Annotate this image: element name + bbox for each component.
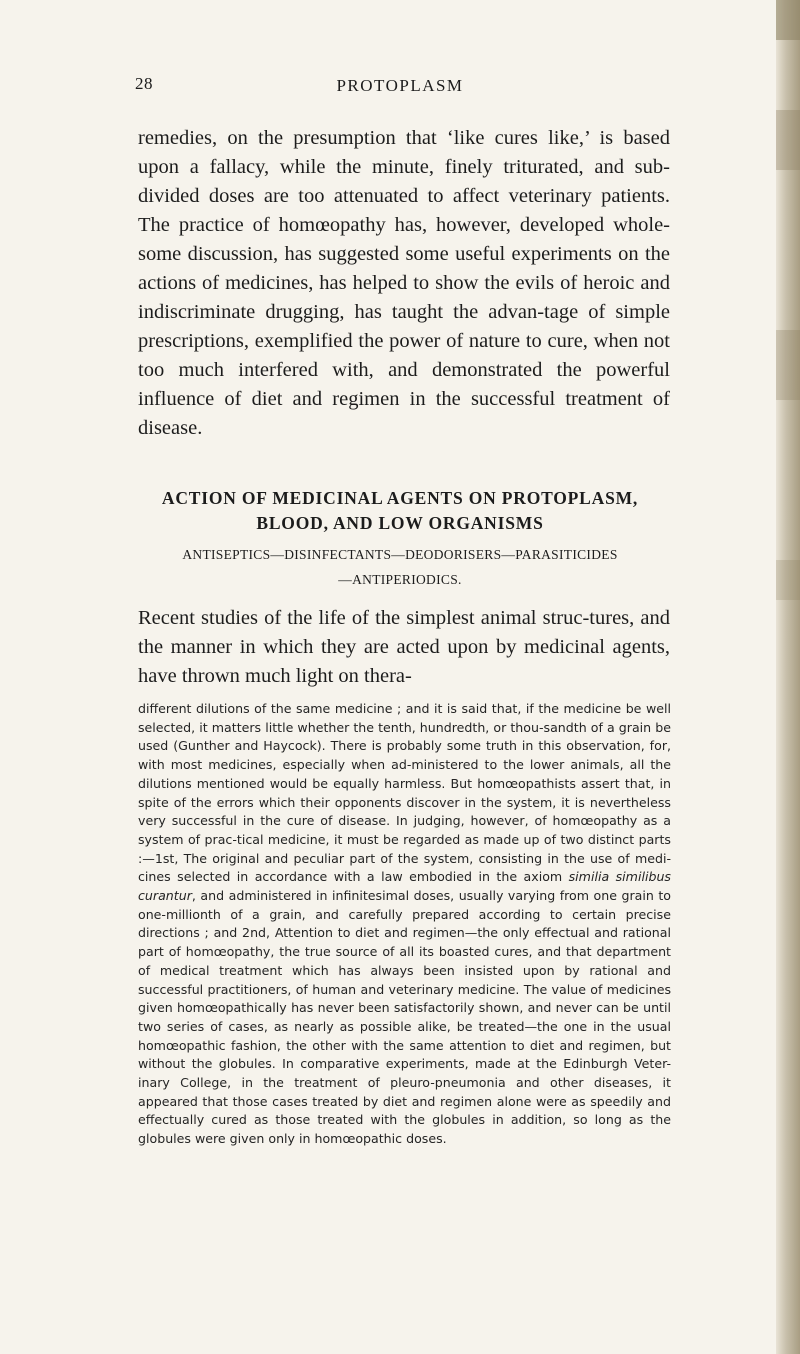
section-opening-paragraph: Recent studies of the life of the simplest animal struc-tures, and the manner in which they are acted upon by medicinal agents, have thrown much light on thera- (138, 607, 670, 687)
page-edge-band (776, 330, 800, 400)
footnote-text-part-2: , and administered in infinitesimal doses, usually varying from one grain to one-millionth of a grain, and carefully prepared according to certain precise directions ; and 2nd, Attention to diet and regimen—the only effectual and rational part of homœopathy, the true source of all its boasted cures, and that department of medical treatment which has always been insisted upon by rational and successful practitioners, of human and veterinary medicine. The value of medicines given homœopathically has never been satisfactorily shown, and never can be until two series of cases, as nearly as possible alike, be treated—the one in the usual homœopathic fashion, the other with the same attention to diet and regimen, but without the globules. In comparative experiments, made at the Edinburgh Veter-inary College, in the treatment of pleuro-pneumonia and other diseases, it appeared that those cases treated by diet and regimen alone were as speedily and effectually cured as those treated with the globules in addition, so long as the globules were given only in homœopathic doses. (138, 888, 671, 1147)
section-heading-line-1: ACTION OF MEDICINAL AGENTS ON PROTOPLASM, (161, 488, 639, 508)
running-head: PROTOPLASM (336, 76, 464, 95)
section-subheading-line-1: ANTISEPTICS—DISINFECTANTS—DEODORISERS—PARASITICIDES (182, 547, 618, 562)
footnote-axiom: similia similibus curantur (138, 869, 671, 904)
page-edge-shadow (776, 0, 800, 1354)
page-edge-band (776, 110, 800, 170)
footnote-paragraph (138, 700, 671, 1149)
intro-paragraph: remedies, on the presumption that ‘like cures like,’ is based upon a fallacy, while the minute, finely triturated, and sub-divided doses are too attenuated to affect veterinary patients. The practice of homœopathy has, however, developed whole-some discussion, has suggested some useful experiments on the actions of medicines, has helped to show the evils of heroic and indiscriminate drugging, has taught the advan-tage of simple prescriptions, exemplified the power of nature to cure, when not too much interfered with, and demonstrated the powerful influence of diet and regimen in the successful treatment of disease. (138, 127, 670, 439)
section-subheading-line-2: —ANTIPERIODICS. (338, 572, 462, 587)
section-heading-line-2: BLOOD, AND LOW ORGANISMS (256, 513, 544, 533)
footnote-text-part-1: different dilutions of the same medicine ; and it is said that, if the medicine be well selected, it matters little whether the tenth, hundredth, or thou-sandth of a grain be used (Gunther and Haycock). There is probably some truth in this observation, for, with most medicines, especially when ad-ministered to the lower animals, all the dilutions mentioned would be equally harmless. But homœopathists assert that, in spite of the errors which their opponents discover in the system, it is nevertheless very successful in the cure of disease. In judging, however, of homœopathy as a system of prac-tical medicine, it must be regarded as made up of two distinct parts :—1st, The original and peculiar part of the system, consisting in the use of medi-cines selected in accordance with a law embodied in the axiom (138, 701, 671, 885)
page-edge-band (776, 0, 800, 40)
page-number: 28 (135, 74, 153, 93)
